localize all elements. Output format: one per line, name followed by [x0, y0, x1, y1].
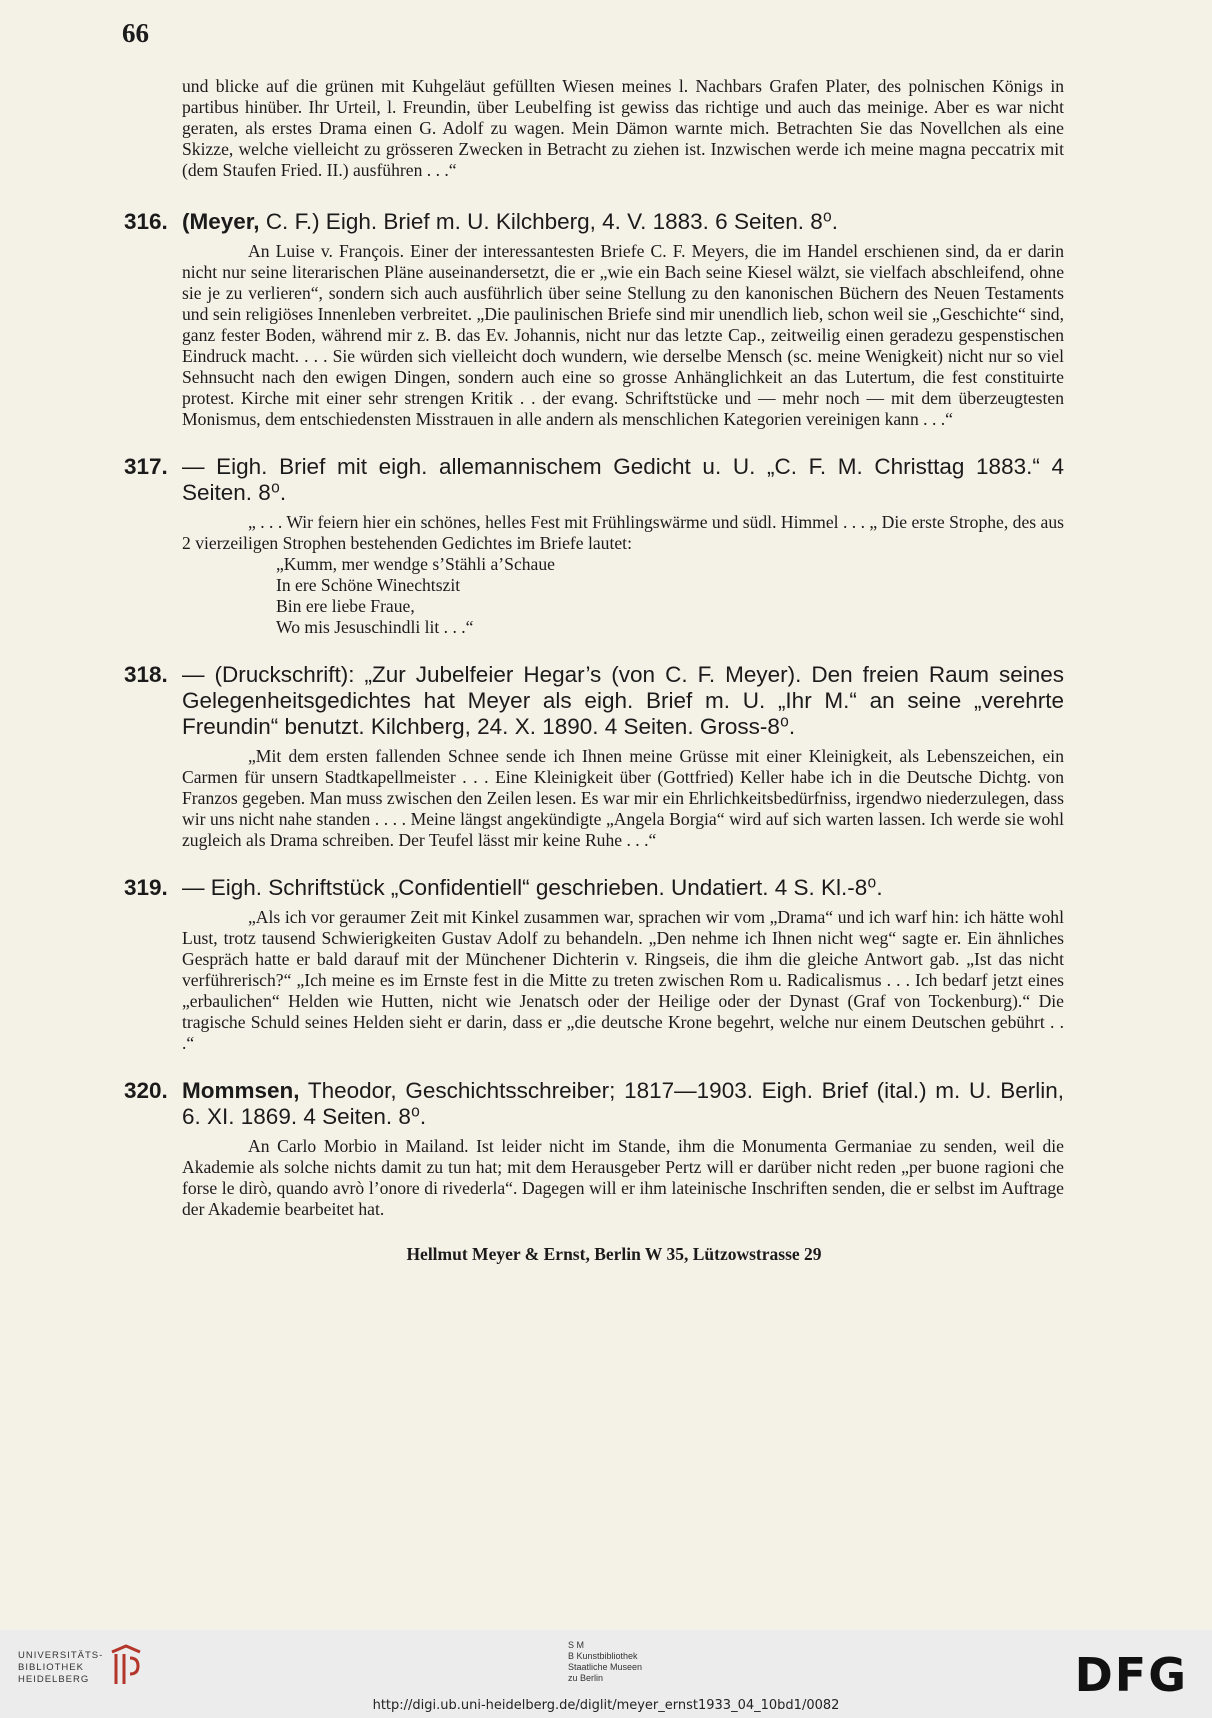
poem-line: In ere Schöne Winechtszit — [276, 575, 461, 595]
poem-line: Bin ere liebe Fraue, — [276, 596, 415, 616]
entry-title-rest: Theodor, Geschichtsschreiber; 1817—1903. Eigh. Brief (ital.) m. U. Berlin, 6. XI. 1869. 4 Seiten. 8⁰. — [182, 1078, 1064, 1129]
entry-author: (Meyer, — [182, 209, 260, 234]
source-url-link[interactable]: http://digi.ub.uni-heidelberg.de/diglit/meyer_ernst1933_04_10bd1/0082 — [372, 1698, 840, 1713]
museum-credit: S M B Kunstbibliothek Staatliche Museen zu Berlin — [568, 1640, 643, 1683]
dfg-logo: DFG — [1074, 1648, 1188, 1702]
catalog-entry-318 — [124, 662, 1064, 851]
poem-quote — [124, 554, 1064, 638]
entry-number: 317. — [124, 454, 168, 479]
entry-title: — Eigh. Brief mit eigh. allemannischem Gedicht u. U. „C. F. M. Christtag 1883.“ 4 Seiten. 8⁰. — [182, 454, 1064, 505]
entry-heading — [124, 875, 1064, 901]
entry-title — [182, 1078, 1064, 1130]
poem-line: Wo mis Jesuschindli lit . . .“ — [276, 617, 474, 637]
catalog-entry-317 — [124, 454, 1064, 638]
catalog-entry-320 — [124, 1078, 1064, 1220]
entry-heading — [124, 1078, 1064, 1130]
entry-author: Mommsen, — [182, 1078, 300, 1103]
entry-title-rest: C. F.) Eigh. Brief m. U. Kilchberg, 4. V. 1883. 6 Seiten. 8⁰. — [265, 209, 839, 234]
viewer-footer — [0, 1630, 1212, 1718]
catalog-entry-316 — [124, 209, 1064, 430]
page-content — [124, 76, 1064, 1265]
catalog-entry-319 — [124, 875, 1064, 1054]
entry-title: — (Druckschrift): „Zur Jubelfeier Hegar’s (von C. F. Meyer). Den freien Raum seines Gelegenheitsgedichtes hat Meyer als eigh. Brief m. U. „Ihr M.“ an seine „verehrte Freundin“ benutzt. Kilchberg, 24. X. 1890. 4 Seiten. Gross-8⁰. — [182, 662, 1064, 739]
entry-title: — Eigh. Schriftstück „Confidentiell“ geschrieben. Undatiert. 4 S. Kl.-8⁰. — [182, 875, 883, 900]
entry-number: 319. — [124, 875, 168, 900]
entry-title — [182, 209, 1064, 235]
entry-heading — [124, 662, 1064, 740]
library-logo-icon — [108, 1644, 144, 1688]
poem-line: „Kumm, mer wendge s’Stähli a’Schaue — [276, 554, 555, 574]
entry-description: An Luise v. François. Einer der interessantesten Briefe C. F. Meyers, die im Handel erschienen sind, da er darin nicht nur seine literarischen Pläne auseinandersetzt, die er „wie ein Bach seine Kiesel wälzt, sie vielfach abschleifend, ohne sie je zu verlieren“, sondern sich auch ausführlich über seine Stellung zu den kanonischen Büchern des Neuen Testaments und sein religiöses Innenleben verbreitet. „Die paulinischen Briefe sind mir unendlich lieb, schon weil sie „Geschichte“ sind, ganz fester Boden, während mir z. B. das Ev. Johannis, nicht nur das letzte Cap., zeitweilig einen geradezu gespenstischen Eindruck macht. . . . Sie würden sich vielleicht doch wundern, wie derselbe Mensch (sc. meine Wenigkeit) nicht nur so viel Sehnsucht nach den ewigen Dingen, sondern auch eine so grosse Anhänglichkeit an das Lutertum, die fest constituirte protest. Kirche mit einer sehr strengen Kritik . . der evang. Schriftstücke und — mehr noch — mit dem überzeugtesten Monismus, dem entschiedensten Misstrauen in alle andern als menschlichen Kategorien vereinigen kann . . .“ — [182, 241, 1064, 429]
publisher-imprint: Hellmut Meyer & Ernst, Berlin W 35, Lützowstrasse 29 — [406, 1244, 822, 1264]
entry-number: 318. — [124, 662, 168, 687]
entry-number: 316. — [124, 209, 168, 234]
entry-number: 320. — [124, 1078, 168, 1103]
page-number: 66 — [122, 18, 149, 48]
entry-heading — [124, 209, 1064, 235]
library-name: UNIVERSITÄTS- BIBLIOTHEK HEIDELBERG — [18, 1650, 104, 1685]
entry-description: „ . . . Wir feiern hier ein schönes, helles Fest mit Frühlingswärme und südl. Himmel . . . „ Die erste Strophe, des aus 2 vierzeiligen Strophen bestehenden Gedichtes im Briefe lautet: — [182, 512, 1064, 553]
entry-description: „Mit dem ersten fallenden Schnee sende ich Ihnen meine Grüsse mit einer Kleinigkeit, als Lebenszeichen, ein Carmen für unsern Stadtkapellmeister . . . Eine Kleinigkeit über (Gottfried) Keller habe ich in die Deutsche Dichtg. von Franzos gegeben. Man muss zwischen den Zeilen lesen. Es war mir ein Ehrlichkeitsbedürfniss, irgendwo niederzulegen, dass wir uns nicht nahe standen . . . . Meine längst angekündigte „Angela Borgia“ wird auf sich warten lassen. Ich werde sie wohl zugleich als Drama schreiben. Der Teufel lässt mir keine Ruhe . . .“ — [182, 746, 1064, 850]
entry-description: „Als ich vor geraumer Zeit mit Kinkel zusammen war, sprachen wir vom „Drama“ und ich warf hin: ich hätte wohl Lust, trotz tausend Schwierigkeiten Gustav Adolf zu behandeln. „Den nehme ich Ihnen nicht weg“ sagte er. Ein ähnliches Gespräch hatte er bald darauf mit der Münchener Dichterin v. Ringseis, die ihm die gleiche Antwort gab. „Ist das nicht verführerisch?“ „Ich meine es im Ernste fest in die Mitte zu treten zwischen Rom u. Radicalismus . . . Ich bedarf jetzt eines „erbaulichen“ Helden wie Hutten, nicht wie Jenatsch oder der Heilige oder der Dynast (Graf von Tockenburg).“ Die tragische Schuld seines Helden sieht er darin, dass er „die deutsche Krone begehrt, welche nur einem Deutschen gebührt . . .“ — [182, 907, 1064, 1053]
entry-description: An Carlo Morbio in Mailand. Ist leider nicht im Stande, ihm die Monumenta Germaniae zu senden, weil die Akademie als solche nichts damit zu tun hat; mit dem Herausgeber Pertz will er darüber nicht reden „per buone ragioni che forse le dirò, quando avrò l’onore di rivederla“. Dagegen will er ihm lateinische Inschriften senden, die er selbst im Auftrage der Akademie bearbeitet hat. — [182, 1136, 1064, 1219]
entry-heading — [124, 454, 1064, 506]
intro-paragraph: und blicke auf die grünen mit Kuhgeläut gefüllten Wiesen meines l. Nachbars Grafen Plater, des polnischen Königs in partibus hinüber. Ihr Urteil, l. Freundin, über Leubelfing ist gewiss das richtige und auch das meinige. Aber es war nicht geraten, als erstes Drama einen G. Adolf zu wagen. Mein Dämon warnte mich. Betrachten Sie das Novellchen als eine Skizze, welche vielleicht zu grösseren Zwecken in Betracht zu ziehen ist. Inzwischen werde ich meine magna peccatrix mit (dem Staufen Fried. II.) ausführen . . .“ — [182, 76, 1064, 180]
